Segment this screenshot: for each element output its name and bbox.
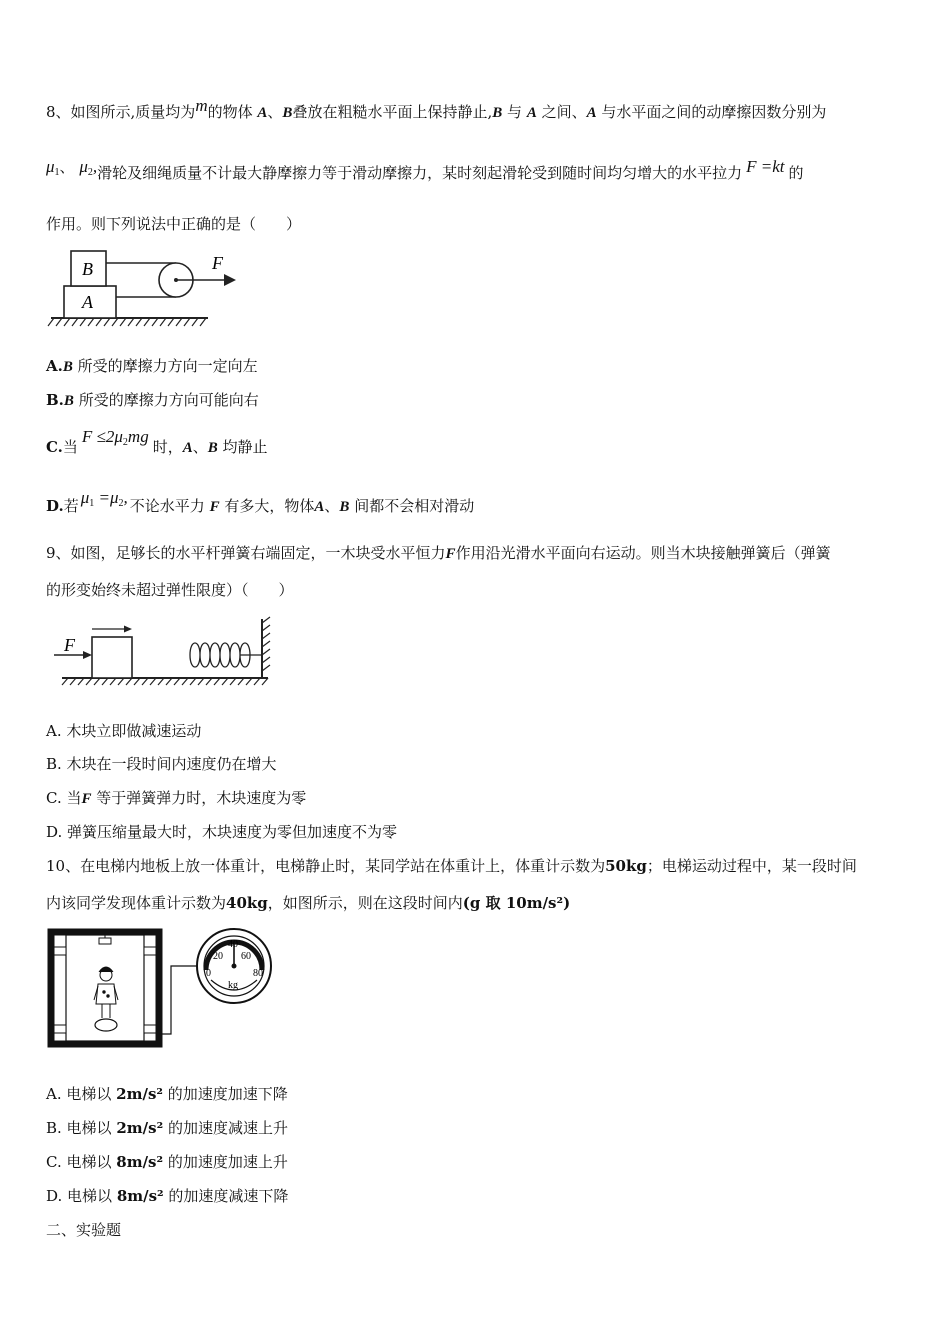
spring-coil xyxy=(190,643,262,667)
q10-line-1: 10、在电梯内地板上放一体重计，电梯静止时，某同学站在体重计上，体重计示数为50kg；电梯运动过程中，某一段时间 xyxy=(46,857,857,875)
q8-option-b: B.B 所受的摩擦力方向可能向右 xyxy=(46,391,259,409)
q10-line-2: 内该同学发现体重计示数为40kg，如图所示，则在这段时间内(g 取 10m/s²) xyxy=(46,894,571,912)
q8-option-c: C.当$F \le 2\mu_2mg$时，A、B 均静止 xyxy=(46,427,268,456)
q10-elevator-figure xyxy=(48,928,273,1048)
ground-hatching xyxy=(62,678,268,685)
q9-option-c: C. 当F 等于弹簧弹力时，木块速度为零 xyxy=(46,789,307,807)
q8-pulley-figure xyxy=(46,248,246,330)
q8-line-1: 8、如图所示,质量均为m的物体 A、B叠放在粗糙水平面上保持静止,B 与 A 之间、A 与水平面之间的动摩擦因数分别为 xyxy=(46,96,827,121)
mass-symbol: m xyxy=(195,96,208,115)
svg-text:0: 0 xyxy=(206,968,211,979)
q9-option-a: A. 木块立即做减速运动 xyxy=(46,722,202,740)
svg-text:60: 60 xyxy=(241,951,251,962)
svg-text:80: 80 xyxy=(253,968,263,979)
q8-line-2: $\mu_1$、 $\mu_2$,滑轮及细绳质量不计最大静摩擦力等于滑动摩擦力，某时刻起滑轮受到随时间均匀增大的水平拉力 F =kt 的 xyxy=(46,157,804,182)
force-formula: F =kt xyxy=(746,157,785,176)
q9-option-d: D. 弹簧压缩量最大时，木块速度为零但加速度不为零 xyxy=(46,823,398,841)
label-f: F xyxy=(212,253,223,273)
wall-hatching xyxy=(262,617,270,671)
q9-option-b: B. 木块在一段时间内速度仍在增大 xyxy=(46,755,277,773)
label-f: F xyxy=(64,635,75,655)
label-a: A xyxy=(82,292,93,312)
q10-option-d: D. 电梯以 8m/s² 的加速度减速下降 xyxy=(46,1187,289,1205)
ground-hatching xyxy=(48,318,206,326)
scale-dial xyxy=(197,929,271,1003)
q10-option-b: B. 电梯以 2m/s² 的加速度减速上升 xyxy=(46,1119,288,1137)
svg-text:40: 40 xyxy=(228,939,238,950)
q10-option-c: C. 电梯以 8m/s² 的加速度加速上升 xyxy=(46,1153,288,1171)
svg-text:20: 20 xyxy=(213,951,223,962)
svg-text:kg: kg xyxy=(228,980,238,991)
q10-option-a: A. 电梯以 2m/s² 的加速度加速下降 xyxy=(46,1085,288,1103)
q8-option-d: D.若 $\mu_1 =\mu_2$, 不论水平力 F 有多大，物体A、B 间都不会相对滑动 xyxy=(46,488,475,515)
q9-line-2: 的形变始终未超过弹性限度）（ ） xyxy=(46,581,294,599)
q8-option-a: A.B 所受的摩擦力方向一定向左 xyxy=(46,357,258,375)
label-b: B xyxy=(82,259,93,279)
q9-line-1: 9、如图，足够长的水平杆弹簧右端固定，一木块受水平恒力F作用沿光滑水平面向右运动。则当木块接触弹簧后（弹簧 xyxy=(46,544,831,562)
section-heading: 二、实验题 xyxy=(46,1221,122,1239)
q9-spring-figure xyxy=(50,617,280,691)
q8-line-3: 作用。则下列说法中正确的是（ ） xyxy=(46,215,302,233)
wooden-block xyxy=(92,637,132,678)
bathroom-scale xyxy=(95,1019,117,1031)
mu2-symbol: $\mu_2$, xyxy=(79,157,98,178)
mu1-symbol: $\mu_1$ xyxy=(46,157,60,178)
